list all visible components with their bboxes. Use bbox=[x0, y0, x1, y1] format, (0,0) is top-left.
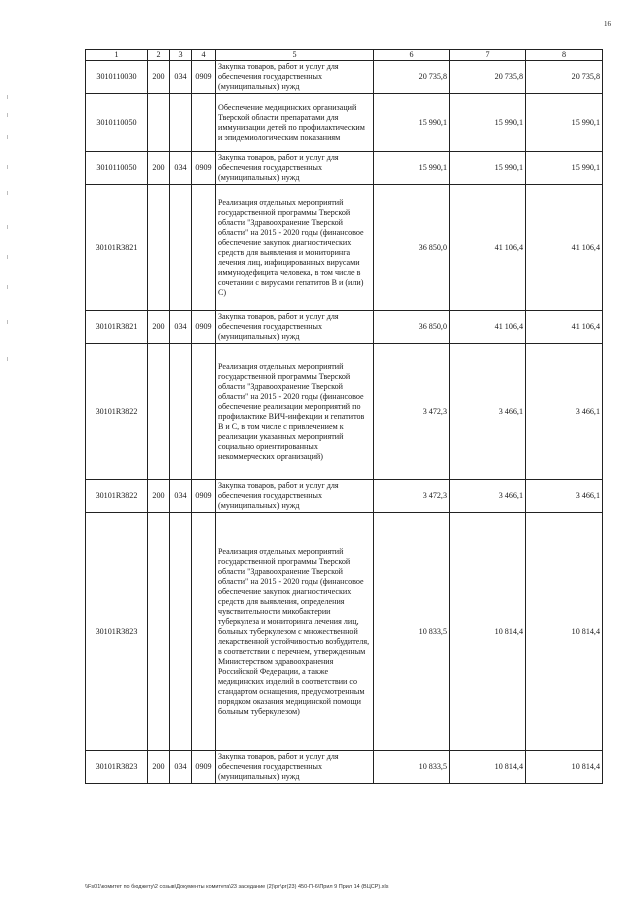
ministry-code-cell: 034 bbox=[170, 480, 192, 513]
expense-type-cell bbox=[148, 513, 170, 751]
section-code-cell bbox=[192, 94, 216, 152]
amount-2017-cell: 20 735,8 bbox=[374, 61, 450, 94]
target-article-code-cell: 30101R3823 bbox=[86, 513, 148, 751]
table-row bbox=[86, 311, 603, 344]
description-cell: Реализация отдельных мероприятий государственной программы Тверской области "Здравоохранение Тверской области" на 2015 - 2020 годы (финансовое обеспечение реализации мероприятий по профилактике ВИЧ-инфекции и гепатитов В и С, в том числе с привлечением к реализации указанных мероприятий социально ориентированных некоммерческих организаций) bbox=[216, 344, 374, 480]
description-cell: Реализация отдельных мероприятий государственной программы Тверской области "Здравоохранение Тверской области" на 2015 - 2020 годы (финансовое обеспечение закупок диагностических средств для выявления, определения чувствительности микобактерии туберкулеза и мониторинга лечения лиц, больных туберкулезом с множественной лекарственной устойчивостью возбудителя, в соответствии с перечнем, утвержденным Министерством здравоохранения Российской Федерации, а также медицинских изделий в соответствии со стандартом оснащения, предусмотренным порядком оказания медицинской помощи больным туберкулезом) bbox=[216, 513, 374, 751]
expense-type-cell bbox=[148, 185, 170, 311]
amount-2019-cell: 10 814,4 bbox=[526, 751, 603, 784]
description-cell: Закупка товаров, работ и услуг для обеспечения государственных (муниципальных) нужд bbox=[216, 751, 374, 784]
ministry-code-cell bbox=[170, 344, 192, 480]
amount-2019-cell: 15 990,1 bbox=[526, 152, 603, 185]
expense-type-cell bbox=[148, 344, 170, 480]
file-path-footer: \\Fs01\комитет по бюджету\2 созыв\Документы комитета\23 заседание (2)\рг\рг(23) 450-П-6\Прил 9 Прил 14 (ВЦСР).xls bbox=[85, 884, 389, 890]
page-number: 16 bbox=[604, 20, 611, 28]
expense-type-cell: 200 bbox=[148, 311, 170, 344]
ministry-code-cell bbox=[170, 185, 192, 311]
amount-2018-cell: 15 990,1 bbox=[450, 94, 526, 152]
budget-table bbox=[85, 49, 603, 784]
target-article-code-cell: 30101R3822 bbox=[86, 480, 148, 513]
amount-2018-cell: 41 106,4 bbox=[450, 185, 526, 311]
section-code-cell: 0909 bbox=[192, 61, 216, 94]
section-code-cell: 0909 bbox=[192, 751, 216, 784]
expense-type-cell: 200 bbox=[148, 61, 170, 94]
ministry-code-cell: 034 bbox=[170, 152, 192, 185]
table-row bbox=[86, 185, 603, 311]
amount-2019-cell: 3 466,1 bbox=[526, 480, 603, 513]
amount-2017-cell: 36 850,0 bbox=[374, 185, 450, 311]
table-row bbox=[86, 513, 603, 751]
column-header: 3 bbox=[170, 50, 192, 61]
description-cell: Реализация отдельных мероприятий государственной программы Тверской области "Здравоохранение Тверской области" на 2015 - 2020 годы (финансовое обеспечение закупок диагностических средств для выявления и мониторинга лечения лиц, инфицированных вирусами иммунодефицита человека, в том числе в сочетании с вирусами гепатитов В и (или) С) bbox=[216, 185, 374, 311]
column-header: 6 bbox=[374, 50, 450, 61]
target-article-code-cell: 3010110050 bbox=[86, 152, 148, 185]
target-article-code-cell: 3010110050 bbox=[86, 94, 148, 152]
column-header: 1 bbox=[86, 50, 148, 61]
amount-2018-cell: 3 466,1 bbox=[450, 344, 526, 480]
table-row bbox=[86, 94, 603, 152]
ministry-code-cell: 034 bbox=[170, 61, 192, 94]
description-cell: Обеспечение медицинских организаций Тверской области препаратами для иммунизации детей по профилактическим и эпидемиологическим показаниям bbox=[216, 94, 374, 152]
target-article-code-cell: 30101R3821 bbox=[86, 311, 148, 344]
amount-2017-cell: 10 833,5 bbox=[374, 513, 450, 751]
target-article-code-cell: 30101R3823 bbox=[86, 751, 148, 784]
expense-type-cell: 200 bbox=[148, 152, 170, 185]
amount-2019-cell: 10 814,4 bbox=[526, 513, 603, 751]
ministry-code-cell: 034 bbox=[170, 311, 192, 344]
amount-2018-cell: 3 466,1 bbox=[450, 480, 526, 513]
table-header-row bbox=[86, 50, 603, 61]
amount-2018-cell: 15 990,1 bbox=[450, 152, 526, 185]
description-cell: Закупка товаров, работ и услуг для обеспечения государственных (муниципальных) нужд bbox=[216, 480, 374, 513]
table-row bbox=[86, 61, 603, 94]
column-header: 5 bbox=[216, 50, 374, 61]
description-cell: Закупка товаров, работ и услуг для обеспечения государственных (муниципальных) нужд bbox=[216, 152, 374, 185]
section-code-cell: 0909 bbox=[192, 480, 216, 513]
description-cell: Закупка товаров, работ и услуг для обеспечения государственных (муниципальных) нужд bbox=[216, 311, 374, 344]
target-article-code-cell: 3010110030 bbox=[86, 61, 148, 94]
section-code-cell: 0909 bbox=[192, 311, 216, 344]
amount-2018-cell: 20 735,8 bbox=[450, 61, 526, 94]
expense-type-cell bbox=[148, 94, 170, 152]
amount-2019-cell: 41 106,4 bbox=[526, 311, 603, 344]
section-code-cell bbox=[192, 344, 216, 480]
amount-2018-cell: 41 106,4 bbox=[450, 311, 526, 344]
amount-2018-cell: 10 814,4 bbox=[450, 513, 526, 751]
section-code-cell bbox=[192, 185, 216, 311]
amount-2019-cell: 20 735,8 bbox=[526, 61, 603, 94]
section-code-cell bbox=[192, 513, 216, 751]
table-row bbox=[86, 152, 603, 185]
amount-2019-cell: 15 990,1 bbox=[526, 94, 603, 152]
ministry-code-cell bbox=[170, 513, 192, 751]
column-header: 2 bbox=[148, 50, 170, 61]
amount-2019-cell: 41 106,4 bbox=[526, 185, 603, 311]
amount-2017-cell: 3 472,3 bbox=[374, 344, 450, 480]
amount-2017-cell: 36 850,0 bbox=[374, 311, 450, 344]
amount-2017-cell: 3 472,3 bbox=[374, 480, 450, 513]
section-code-cell: 0909 bbox=[192, 152, 216, 185]
column-header: 7 bbox=[450, 50, 526, 61]
amount-2019-cell: 3 466,1 bbox=[526, 344, 603, 480]
ministry-code-cell: 034 bbox=[170, 751, 192, 784]
amount-2018-cell: 10 814,4 bbox=[450, 751, 526, 784]
target-article-code-cell: 30101R3821 bbox=[86, 185, 148, 311]
description-cell: Закупка товаров, работ и услуг для обеспечения государственных (муниципальных) нужд bbox=[216, 61, 374, 94]
column-header: 8 bbox=[526, 50, 603, 61]
expense-type-cell: 200 bbox=[148, 751, 170, 784]
margin-marks bbox=[7, 95, 9, 365]
target-article-code-cell: 30101R3822 bbox=[86, 344, 148, 480]
amount-2017-cell: 10 833,5 bbox=[374, 751, 450, 784]
table-row bbox=[86, 480, 603, 513]
amount-2017-cell: 15 990,1 bbox=[374, 152, 450, 185]
table-row bbox=[86, 344, 603, 480]
column-header: 4 bbox=[192, 50, 216, 61]
ministry-code-cell bbox=[170, 94, 192, 152]
table-row bbox=[86, 751, 603, 784]
expense-type-cell: 200 bbox=[148, 480, 170, 513]
amount-2017-cell: 15 990,1 bbox=[374, 94, 450, 152]
